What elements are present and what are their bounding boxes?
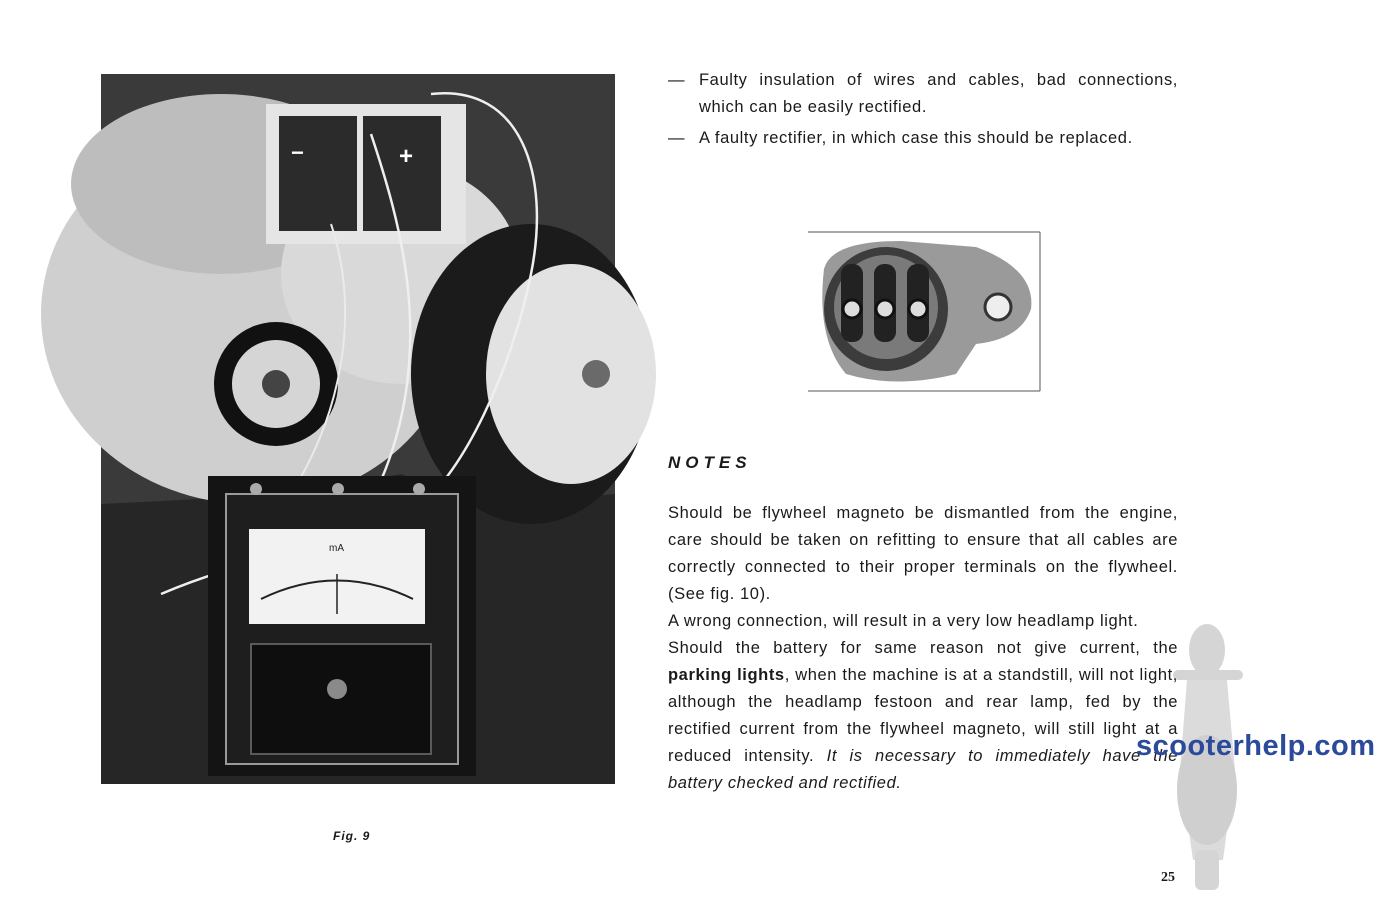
terminal-block-figure: [806, 229, 1042, 395]
list-item: [668, 67, 1178, 121]
list-item-text: A faulty rectifier, in which case this should be replaced.: [699, 129, 1133, 147]
notes-body: [668, 500, 1178, 797]
list-item: [668, 125, 1178, 152]
dash-bullet: —: [668, 71, 686, 89]
page-number: 25: [1161, 870, 1175, 885]
notes-paragraph: A wrong connection, will result in a very low headlamp light.: [668, 612, 1139, 630]
battery-plus-label: +: [399, 143, 414, 170]
notes-heading: NOTES: [668, 453, 752, 472]
notes-paragraph: Should be flywheel magneto be dismantled from the engine, care should be taken on refitting to ensure that all cables are correctly connected to their proper terminals on the flywheel. (See fig. 10).: [668, 504, 1178, 603]
battery-minus-label: −: [291, 140, 304, 165]
notes-paragraph-3: [668, 635, 1178, 797]
dash-bullet: —: [668, 129, 686, 147]
meter-unit-label: mA: [329, 543, 344, 554]
notes-text: , when the machine is at a standstill, will not light, although the headlamp festoon and rear lamp, fed by the rectified current from the flywheel magneto, will still light at a reduced intensity.: [668, 666, 1178, 765]
figure-9-photo: [101, 74, 615, 784]
fault-list: [668, 67, 1178, 156]
parking-lights-emphasis: parking lights: [668, 666, 785, 684]
notes-italic-warning: It is necessary to immediately have the battery checked and rectified.: [668, 747, 1178, 792]
notes-text: Should the battery for same reason not give current, the: [668, 639, 1178, 657]
watermark-text: scooterhelp.com: [1136, 730, 1376, 762]
list-item-text: Faulty insulation of wires and cables, bad connections, which can be easily rectified.: [699, 71, 1178, 116]
figure-9-caption: Fig. 9: [333, 829, 371, 843]
